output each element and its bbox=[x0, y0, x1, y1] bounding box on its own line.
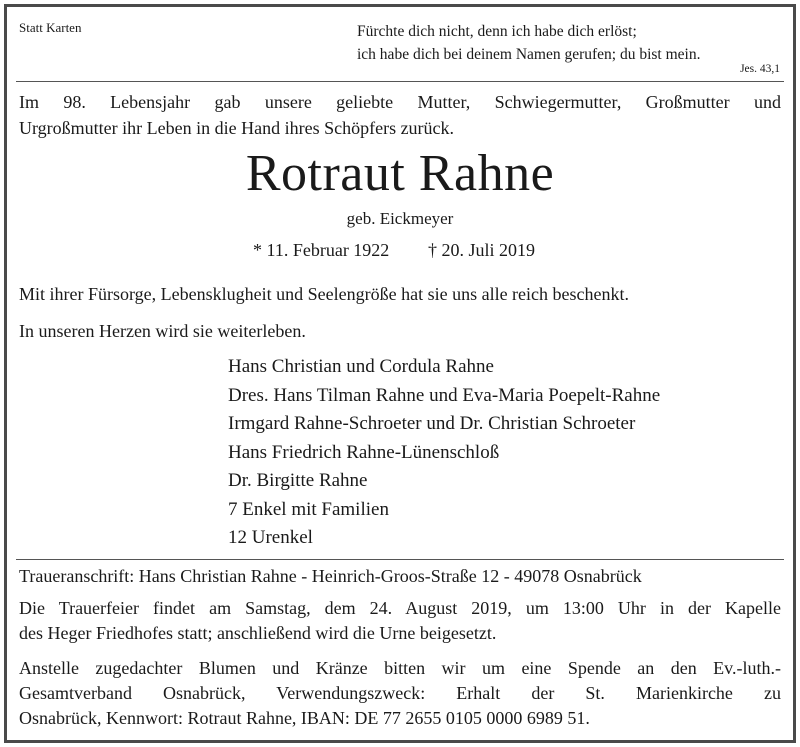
statt-karten-label: Statt Karten bbox=[19, 20, 82, 35]
mourner-entry: 12 Urenkel bbox=[228, 527, 313, 548]
mourning-address: Traueranschrift: Hans Christian Rahne - Heinrich-Groos-Straße 12 - 49078 Osnabrück bbox=[19, 566, 642, 586]
death-date: † 20. Juli 2019 bbox=[428, 240, 536, 260]
ceremony-text bbox=[19, 596, 781, 646]
intro-line-1: Im 98. Lebensjahr gab unsere geliebte Mutter, Schwiegermutter, Großmutter und bbox=[19, 92, 781, 112]
mourner-entry: Dres. Hans Tilman Rahne und Eva-Maria Poepelt-Rahne bbox=[228, 384, 661, 406]
intro-line-2: Urgroßmutter ihr Leben in die Hand ihres Schöpfers zurück. bbox=[19, 118, 455, 138]
maiden-name: geb. Eickmeyer bbox=[346, 209, 454, 228]
mourners-list bbox=[228, 353, 660, 553]
birth-date: * 11. Februar 1922 bbox=[253, 240, 390, 260]
ceremony-line-1: Die Trauerfeier findet am Samstag, dem 24. August 2019, um 13:00 Uhr in der Kapelle bbox=[19, 598, 781, 618]
ceremony-line-2: des Heger Friedhofes statt; anschließend wird die Urne beigesetzt. bbox=[19, 623, 497, 643]
verse-line-2: ich habe dich bei deinem Namen gerufen; du bist mein. bbox=[357, 46, 701, 63]
bottom-divider bbox=[16, 559, 784, 560]
mourner-entry: Irmgard Rahne-Schroeter und Dr. Christian Schroeter bbox=[228, 413, 636, 434]
donation-line-1: Anstelle zugedachter Blumen und Kränze bitten wir um eine Spende an den Ev.-luth.- bbox=[19, 658, 781, 678]
donation-line-2: Gesamtverband Osnabrück, Verwendungszweck: Erhalt der St. Marienkirche zu bbox=[19, 683, 781, 703]
verse-reference: Jes. 43,1 bbox=[740, 63, 780, 75]
mourner-entry: Hans Christian und Cordula Rahne bbox=[228, 356, 494, 377]
donation-text bbox=[19, 656, 781, 731]
top-divider bbox=[16, 81, 784, 82]
intro-text bbox=[19, 89, 781, 141]
mourner-entry: Dr. Birgitte Rahne bbox=[228, 470, 368, 491]
bible-verse bbox=[357, 20, 700, 66]
mourner-entry: Hans Friedrich Rahne-Lünenschloß bbox=[228, 441, 500, 463]
deceased-name: Rotraut Rahne bbox=[245, 145, 555, 202]
verse-line-1: Fürchte dich nicht, denn ich habe dich erlöst; bbox=[357, 23, 637, 40]
mourner-entry: 7 Enkel mit Familien bbox=[228, 498, 389, 520]
remembrance-text: In unseren Herzen wird sie weiterleben. bbox=[19, 321, 306, 341]
donation-line-3: Osnabrück, Kennwort: Rotraut Rahne, IBAN: DE 77 2655 0105 0000 6989 51. bbox=[19, 708, 590, 728]
tribute-text: Mit ihrer Fürsorge, Lebensklugheit und Seelengröße hat sie uns alle reich beschenkt. bbox=[19, 284, 630, 304]
